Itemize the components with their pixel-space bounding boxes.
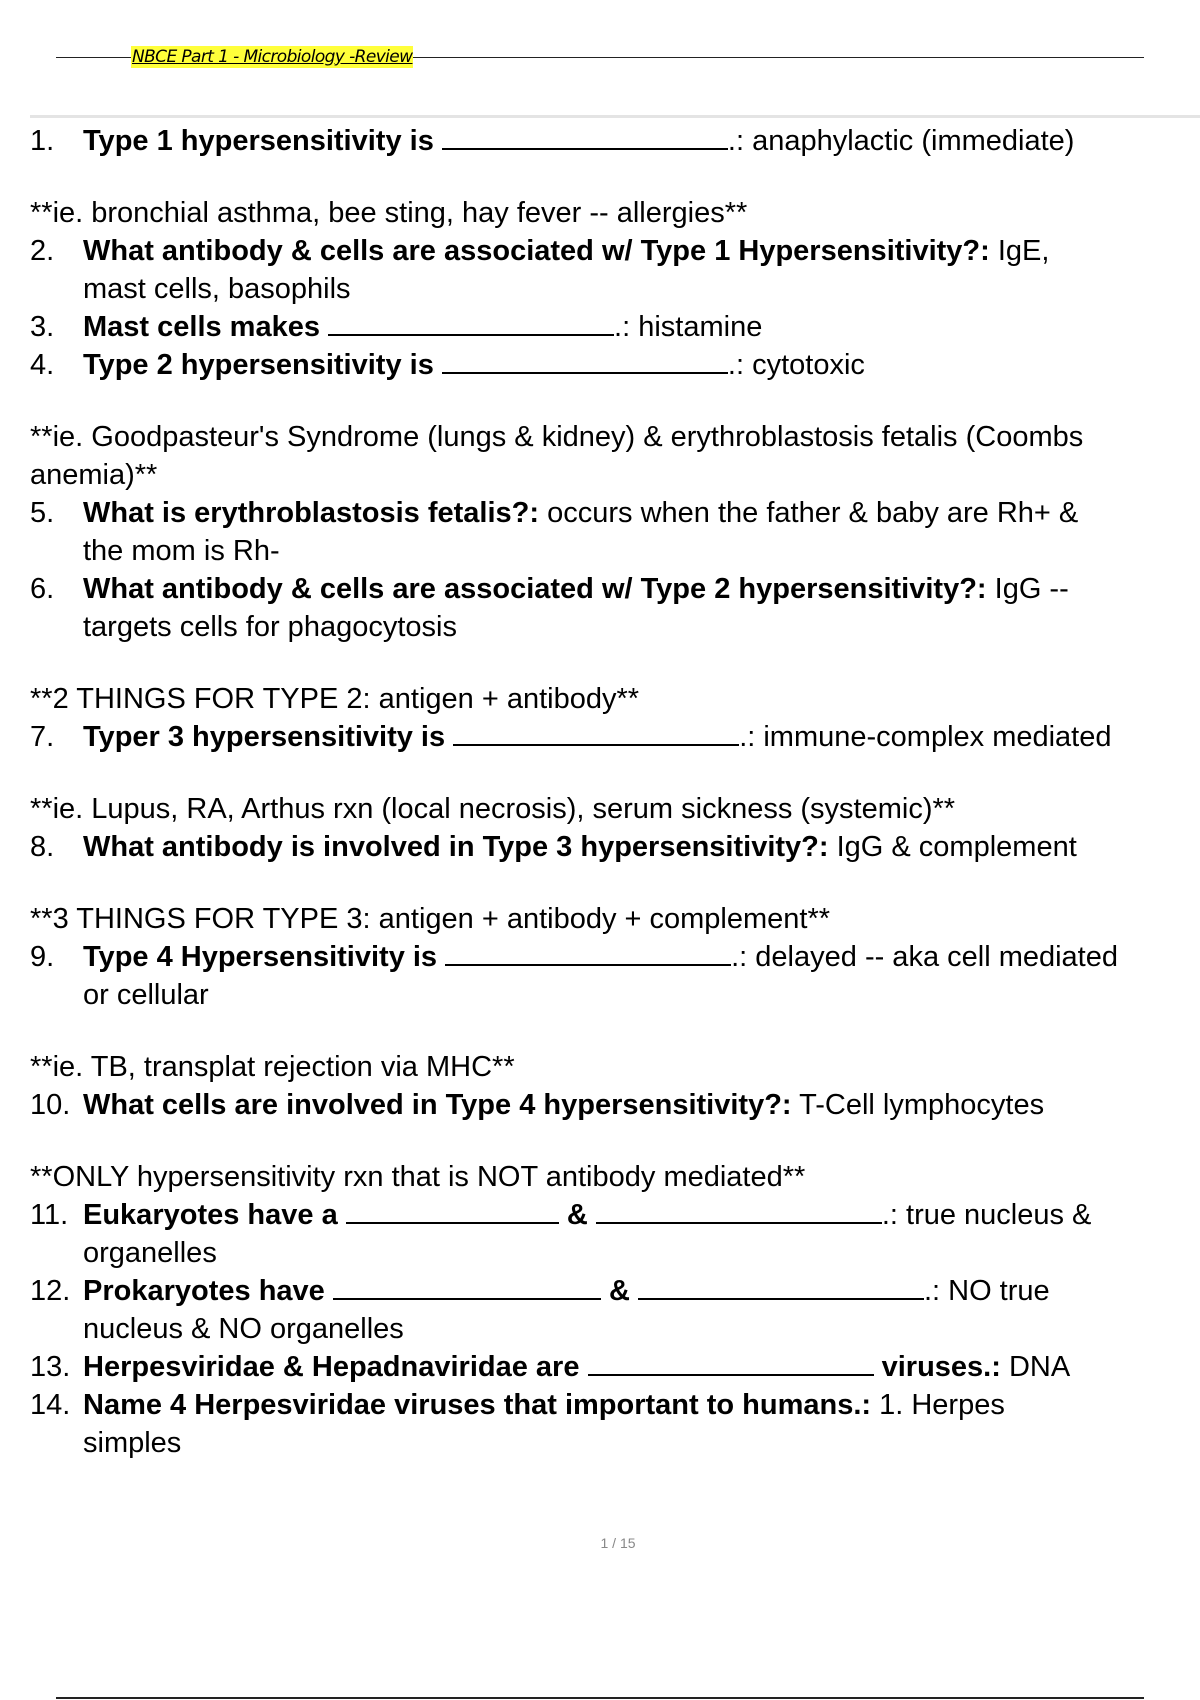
header-title: NBCE Part 1 - Microbiology -Review xyxy=(132,47,413,67)
answer: DNA xyxy=(1000,1351,1071,1383)
list-item xyxy=(30,938,1200,1014)
item-number: 9. xyxy=(30,941,55,973)
answer: IgE, xyxy=(989,235,1050,267)
answer: IgG & complement xyxy=(828,831,1077,863)
answer: .: true nucleus & xyxy=(881,1199,1092,1231)
list-item xyxy=(30,232,1200,308)
answer-blank xyxy=(328,316,614,336)
answer-continued: organelles xyxy=(83,1237,217,1269)
answer: .: NO true xyxy=(923,1275,1050,1307)
answer-continued: simples xyxy=(83,1427,182,1459)
list-item xyxy=(30,308,1200,346)
page-counter: 1 / 15 xyxy=(600,1535,636,1551)
answer-blank xyxy=(588,1356,874,1376)
item-number: 8. xyxy=(30,831,55,863)
item-number: 6. xyxy=(30,573,55,605)
list-item xyxy=(30,828,1200,866)
ampersand: & xyxy=(608,1275,630,1307)
answer-continued: the mom is Rh- xyxy=(83,535,280,567)
list-item xyxy=(30,718,1200,756)
item-number: 1. xyxy=(30,125,55,157)
item-number: 2. xyxy=(30,235,55,267)
question-suffix: viruses.: xyxy=(881,1351,1001,1383)
footer-rule xyxy=(56,1697,1144,1699)
answer: .: delayed -- aka cell mediated xyxy=(731,941,1118,973)
note: **ie. bronchial asthma, bee sting, hay fever -- allergies** xyxy=(30,197,748,229)
question: Type 1 hypersensitivity is xyxy=(83,125,434,157)
item-number: 12. xyxy=(30,1275,71,1307)
list-item xyxy=(30,1196,1200,1272)
answer: T-Cell lymphocytes xyxy=(791,1089,1045,1121)
list-item xyxy=(30,122,1200,160)
answer: .: anaphylactic (immediate) xyxy=(727,125,1075,157)
answer-continued: or cellular xyxy=(83,979,209,1011)
question: What is erythroblastosis fetalis?: xyxy=(83,497,540,529)
top-divider xyxy=(30,115,1200,118)
note: **ONLY hypersensitivity rxn that is NOT antibody mediated** xyxy=(30,1161,806,1193)
question: Name 4 Herpesviridae viruses that important to humans.: xyxy=(83,1389,872,1421)
question: Mast cells makes xyxy=(83,311,320,343)
answer-blank xyxy=(442,130,728,150)
list-item xyxy=(30,1386,1200,1462)
answer-blank xyxy=(333,1280,601,1300)
item-number: 10. xyxy=(30,1089,71,1121)
answer: .: histamine xyxy=(614,311,763,343)
note: **ie. Lupus, RA, Arthus rxn (local necrosis), serum sickness (systemic)** xyxy=(30,793,956,825)
note: **2 THINGS FOR TYPE 2: antigen + antibody** xyxy=(30,683,640,715)
question: Eukaryotes have a xyxy=(83,1199,338,1231)
item-number: 3. xyxy=(30,311,55,343)
list-item xyxy=(30,570,1200,646)
answer-blank xyxy=(453,726,739,746)
page-header xyxy=(56,46,1144,70)
question: Type 4 Hypersensitivity is xyxy=(83,941,438,973)
list-item xyxy=(30,494,1200,570)
question: What antibody is involved in Type 3 hypersensitivity?: xyxy=(83,831,829,863)
list-item xyxy=(30,346,1200,384)
list-item xyxy=(30,1348,1200,1386)
question: Prokaryotes have xyxy=(83,1275,325,1307)
list-item xyxy=(30,1086,1200,1124)
answer: occurs when the father & baby are Rh+ & xyxy=(539,497,1079,529)
question: Herpesviridae & Hepadnaviridae are xyxy=(83,1351,580,1383)
answer: 1. Herpes xyxy=(871,1389,1005,1421)
item-number: 4. xyxy=(30,349,55,381)
list-item xyxy=(30,1272,1200,1348)
note: **3 THINGS FOR TYPE 3: antigen + antibody + complement** xyxy=(30,903,831,935)
item-number: 11. xyxy=(30,1199,69,1231)
question: Type 2 hypersensitivity is xyxy=(83,349,434,381)
item-number: 13. xyxy=(30,1351,71,1383)
answer-blank xyxy=(445,946,731,966)
answer-continued: nucleus & NO organelles xyxy=(83,1313,404,1345)
note: **ie. TB, transplat rejection via MHC** xyxy=(30,1051,515,1083)
item-number: 14. xyxy=(30,1389,71,1421)
flashcard-list xyxy=(30,122,1200,1462)
answer: .: immune-complex mediated xyxy=(739,721,1112,753)
question: What cells are involved in Type 4 hypersensitivity?: xyxy=(83,1089,792,1121)
note-continued: anemia)** xyxy=(30,459,158,491)
answer: IgG -- xyxy=(986,573,1069,605)
ampersand: & xyxy=(566,1199,588,1231)
answer: .: cytotoxic xyxy=(727,349,865,381)
question: What antibody & cells are associated w/ Type 1 Hypersensitivity?: xyxy=(83,235,990,267)
item-number: 5. xyxy=(30,497,55,529)
answer-continued: mast cells, basophils xyxy=(83,273,351,305)
answer-blank xyxy=(346,1204,559,1224)
question: What antibody & cells are associated w/ Type 2 hypersensitivity?: xyxy=(83,573,987,605)
note: **ie. Goodpasteur's Syndrome (lungs & kidney) & erythroblastosis fetalis (Coombs xyxy=(30,421,1084,453)
answer-blank xyxy=(596,1204,882,1224)
item-number: 7. xyxy=(30,721,55,753)
question: Typer 3 hypersensitivity is xyxy=(83,721,446,753)
answer-blank xyxy=(638,1280,924,1300)
answer-blank xyxy=(442,354,728,374)
answer-continued: targets cells for phagocytosis xyxy=(83,611,457,643)
